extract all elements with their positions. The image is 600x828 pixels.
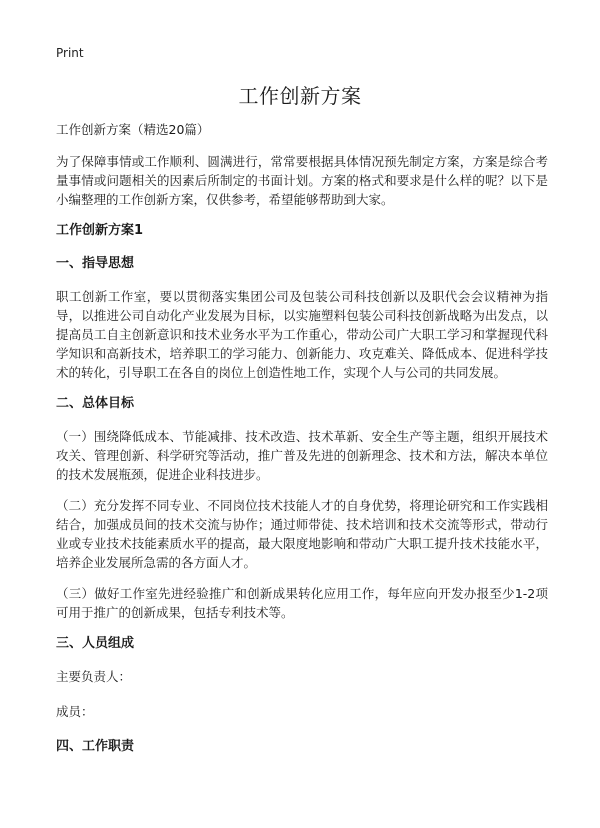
- heading-overall-goals: 二、总体目标: [56, 396, 135, 411]
- heading-duties: 四、工作职责: [56, 739, 135, 754]
- heading-guiding-ideology: 一、指导思想: [56, 256, 135, 271]
- page-title: 工作创新方案: [238, 84, 362, 108]
- guiding-ideology-paragraph: 职工创新工作室，要以贯彻落实集团公司及包装公司科技创新以及职代会会议精神为指导，以推进公司自动化产业发展为目标，以实施塑料包装公司科技创新战略为出发点，以提高员工自主创新意识和技术业务水平为工作重心，带动公司广大职工学习和掌握现代科学知识和高新技术，培养职工的学习能力、创新能力、攻克难关、降低成本、促进科学技术的转化，引导职工在各自的岗位上创造性地工作，实现个人与公司的共同发展。: [56, 289, 548, 380]
- document-body: [56, 120, 548, 770]
- heading-staff: 三、人员组成: [56, 636, 135, 651]
- print-link[interactable]: Print: [56, 46, 84, 60]
- goal-paragraph-3: （三）做好工作室先进经验推广和创新成果转化应用工作，每年应向开发办报至少1-2项可用于推广的创新成果，包括专利技术等。: [56, 586, 548, 620]
- section-heading: 工作创新方案1: [56, 223, 144, 238]
- intro-paragraph: 为了保障事情或工作顺利、圆满进行，常常要根据具体情况预先制定方案，方案是综合考量事情或问题相关的因素后所制定的书面计划。方案的格式和要求是什么样的呢？以下是小编整理的工作创新方案，仅供参考，希望能够帮助到大家。: [56, 154, 548, 207]
- goal-paragraph-1: （一）围绕降低成本、节能减排、技术改造、技术革新、安全生产等主题，组织开展技术攻关、管理创新、科学研究等活动，推广普及先进的创新理念、技术和方法，解决本单位的技术发展瓶颈，促进企业科技进步。: [56, 429, 548, 482]
- members-line: 成员：: [56, 704, 94, 719]
- document-subtitle: 工作创新方案（精选20篇）: [56, 122, 210, 137]
- goal-paragraph-2: （二）充分发挥不同专业、不同岗位技术技能人才的自身优势，将理论研究和工作实践相结合，加强成员间的技术交流与协作；通过师带徒、技术培训和技术交流等形式，带动行业或专业技术技能素质水平的提高，最大限度地影响和带动广大职工提升技术技能水平，培养企业发展所急需的各方面人才。: [56, 498, 548, 570]
- leader-line: 主要负责人：: [56, 669, 132, 684]
